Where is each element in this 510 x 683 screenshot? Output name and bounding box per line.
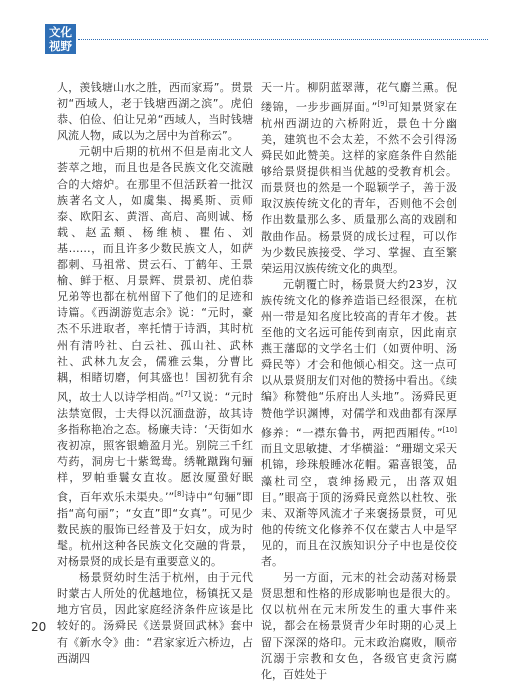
page-number: 20	[31, 620, 47, 634]
paragraph: 天一片。柳阴蓝翠薄，花气麝兰熏。倪缕锦，一步步画屏面。”[9]可知景贤家在杭州西湖边的六桥附近，景色十分幽美，建筑也不会太差，不然不会引得汤舜民如此赞美。这样的家庭条件自然能够给景贤提供相当优越的受教育机会。而景贤也的然是一个聪颖学子，善于汲取汉族传统文化的青年，否则他不会创作出数量那么多、质量那么高的戏剧和散曲作品。杨景贤的成长过程，可以作为少数民族接受、学习、掌握、直至繁荣运用汉族传统文化的典型。	[261, 81, 457, 275]
footnote-mark: [7]	[180, 389, 191, 398]
right-column	[261, 80, 457, 683]
paragraph: 元朝覆亡时，杨景贤大约23岁，汉族传统文化的修养造诣已经很深，在杭州一带是知名度比较高的青年才俊。甚至他的文名远可能传到南京，因此南京燕王藩邸的文学名士们（如贾仲明、汤舜民等）才会和他倾心相交。这一点可以从景贤朋友们对他的赞扬中看出。《续编》称赞他“乐府出人头地”。汤舜民更赞他学识渊博，对儒学和戏曲都有深厚修养：“一襟东鲁书，两把西厢传。”[10]而且文思敏捷、才华横溢：“珊瑚文采天机锦，珍珠般睡冰花帽。霜喜银笺，品藻杜司空，袁绅扬殿元，出落双姐目。”眼高于顶的汤舜民竟然以杜牧、张耒、双渐等风流才子来褒扬景贤，可见他的传统文化修养不仅在蒙古人中是罕见的，而且在汉族知识分子中也是佼佼者。	[261, 277, 457, 569]
section-header	[45, 24, 465, 54]
section-tag	[45, 24, 76, 54]
section-tag-line1: 文化	[49, 25, 72, 39]
paragraph: 元朝中后期的杭州不但是南北文人荟萃之地，而且也是各民族文化交流融合的大熔炉。在那里不但活跃着一批汉族著名文人，如虞集、揭奚斯、贡师泰、欧阳玄、黄溍、高启、高则诚、杨载、赵孟頫、杨维桢、瞿佑、刘基……，而且许多少数民族文人，如萨都刺、马祖常、贯云石、丁鹤年、王景榆、鲜于枢、月景辉、贯景初、虎伯恭兄弟等也都在杭州留下了他们的足迹和诗篇。《西湖游览志余》说：“元时，豪杰不乐进取者，率托情于诗酒，其时杭州有清吟社、白云社、孤山社、武林社、武林九友会，儒雅云集，分曹比耦，相睹切磨，何其盛也！国初犹有余风，故士人以诗学相尚。”[7]又说：“元时法禁宽假，士夫得以沉湎盘游，故其诗多指称艳冶之态。杨廉夫诗：‘天街如水夜初凉，照客银蟾盈月光。别院三千红芍药，洞房七十紫鸳鸯。绣靴蹴踘句骊样，罗帕垂鬟女直妆。愿汝厦蛩好眠食，百年欢乐未渠央。’”[8]诗中“句骊”即指“高句丽”；“女直”即“女真”。可见少数民族的服饰已经普及于妇女，成为时髦。杭州这种各民族文化交融的背景，对杨景贤的成长是有重要意义的。	[57, 145, 253, 569]
footnote-mark: [9]	[377, 100, 388, 109]
paragraph: 杨景贤幼时生活于杭州，由于元代时蒙古人所处的优越地位，杨镇抚又是地方官员，因此家庭经济条件应该是比较好的。汤舜民《送景贤回武林》套中有《新水令》曲：“君家家近六桥边，占西湖四	[57, 571, 253, 665]
paragraph: 另一方面，元末的社会动荡对杨景贤思想和性格的形成影响也是很大的。仅以杭州在元末所发生的重大事件来说，都会在杨景贤青少年时期的心灵上留下深深的烙印。元末政治腐败，顺帝沉溺于宗教和女色，各级官吏贪污腐化，百姓处于	[261, 571, 457, 681]
paragraph: 人，羡钱塘山水之胜，西而家焉”。贯景初“西域人，老于钱塘西湖之滨”。虎伯恭、伯俭、伯让兄弟“西域人，当时钱塘风流人物，咸以为之居中为首称云”。	[57, 81, 253, 143]
section-tag-line2: 视野	[49, 39, 72, 53]
footnote-mark: [10]	[442, 425, 457, 434]
left-column	[57, 80, 253, 667]
footnote-mark: [8]	[174, 490, 185, 498]
header-divider	[78, 39, 488, 40]
